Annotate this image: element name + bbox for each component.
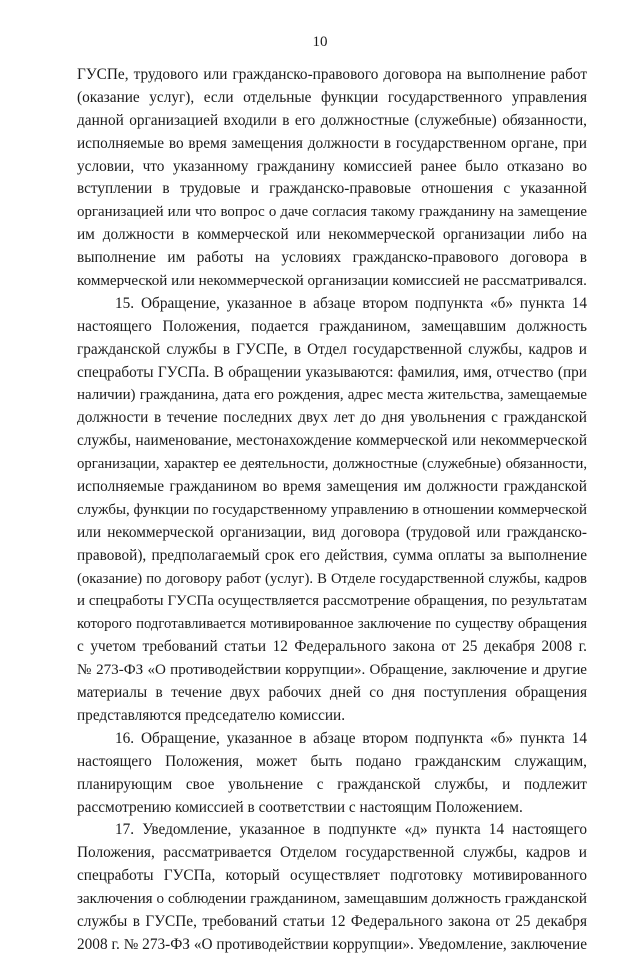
text-line: правовой), предполагаемый срок его действия, сумма оплаты за выполнение bbox=[77, 546, 587, 564]
text-line: настоящего Положения, подается гражданином, замещавшим должность bbox=[77, 317, 587, 335]
text-line: материалы в течение двух рабочих дней со дня поступления обращения bbox=[77, 684, 587, 702]
text-line: наличии) гражданина, дата его рождения, адрес места жительства, замещаемые bbox=[77, 387, 587, 404]
text-line: Положения, рассматривается Отделом государственной службы, кадров и bbox=[77, 844, 587, 862]
text-line: спецработы ГУСПа, который осуществляет подготовку мотивированного bbox=[77, 867, 587, 885]
text-line: и спецработы ГУСПа осуществляется рассмотрение обращения, по результатам bbox=[77, 593, 587, 610]
text-line: выполнение им работы на условиях гражданско-правового договора в bbox=[77, 249, 587, 267]
text-line: организацией или что вопрос о даче согласия такому гражданину на замещение bbox=[77, 204, 587, 221]
text-line: (оказание услуг), если отдельные функции государственного управления bbox=[77, 88, 587, 106]
page-number: 10 bbox=[312, 34, 328, 50]
text-line: исполняемые во время замещения должности в государственном органе, при bbox=[77, 134, 587, 152]
text-line: № 273-ФЗ «О противодействии коррупции». Обращение, заключение и другие bbox=[77, 662, 587, 679]
text-line: 17. Уведомление, указанное в подпункте «д» пункта 14 настоящего bbox=[115, 821, 587, 839]
text-line: рассмотрению комиссией в соответствии с настоящим Положением. bbox=[77, 798, 523, 816]
text-line: ГУСПе, трудового или гражданско-правового договора на выполнение работ bbox=[77, 66, 587, 83]
text-line: гражданской службы в ГУСПе, в Отдел государственной службы, кадров и bbox=[77, 340, 587, 358]
text-line: настоящего Положения, может быть подано гражданским служащим, bbox=[77, 752, 587, 770]
text-line: (оказание) по договору работ (услуг). В Отделе государственной службы, кадров bbox=[77, 570, 587, 587]
text-line: организации, характер ее деятельности, должностные (служебные) обязанности, bbox=[77, 456, 587, 473]
paragraph bbox=[77, 64, 587, 293]
text-line: 16. Обращение, указанное в абзаце втором подпункта «б» пункта 14 bbox=[115, 729, 587, 747]
text-line: должности в течение последних двух лет до дня увольнения с гражданской bbox=[77, 409, 587, 427]
text-line: представляются председателю комиссии. bbox=[77, 706, 346, 724]
paragraph bbox=[77, 728, 587, 820]
text-line: планирующим свое увольнение с гражданской службы, и подлежит bbox=[77, 775, 587, 793]
text-line: исполняемые гражданином во время замещения им должности гражданской bbox=[77, 478, 587, 496]
document-body bbox=[77, 64, 587, 957]
text-line: коммерческой или некоммерческой организации комиссией не рассматривался. bbox=[77, 273, 587, 290]
text-line: данной организацией входили в его должностные (служебные) обязанности, bbox=[77, 111, 587, 129]
paragraph bbox=[77, 819, 587, 956]
text-line: заключения о соблюдении гражданином, замещавшим должность гражданской bbox=[77, 891, 587, 908]
text-line: службы, наименование, местонахождение коммерческой или некоммерческой bbox=[77, 432, 587, 450]
text-line: им должности в коммерческой или некоммерческой организации либо на bbox=[77, 226, 587, 244]
text-line: службы в ГУСПе, требований статьи 12 Федерального закона от 25 декабря bbox=[77, 912, 587, 930]
paragraph bbox=[77, 293, 587, 728]
text-line: службы, функции по государственному управлению в отношении коммерческой bbox=[77, 501, 587, 518]
text-line: спецработы ГУСПа. В обращении указываются: фамилия, имя, отчество (при bbox=[77, 363, 587, 381]
text-line: условии, что указанному гражданину комиссией ранее было отказано во bbox=[77, 157, 587, 175]
text-line: вступлении в трудовые и гражданско-правовые отношения с указанной bbox=[77, 180, 587, 198]
text-line: 2008 г. № 273-ФЗ «О противодействии коррупции». Уведомление, заключение bbox=[77, 935, 587, 953]
text-line: которого подготавливается мотивированное заключение по существу обращения bbox=[77, 616, 587, 633]
text-line: или некоммерческой организации, вид договора (трудовой или гражданско- bbox=[77, 523, 587, 541]
text-line: с учетом требований статьи 12 Федерального закона от 25 декабря 2008 г. bbox=[77, 638, 587, 656]
text-line: 15. Обращение, указанное в абзаце втором подпункта «б» пункта 14 bbox=[115, 294, 587, 312]
